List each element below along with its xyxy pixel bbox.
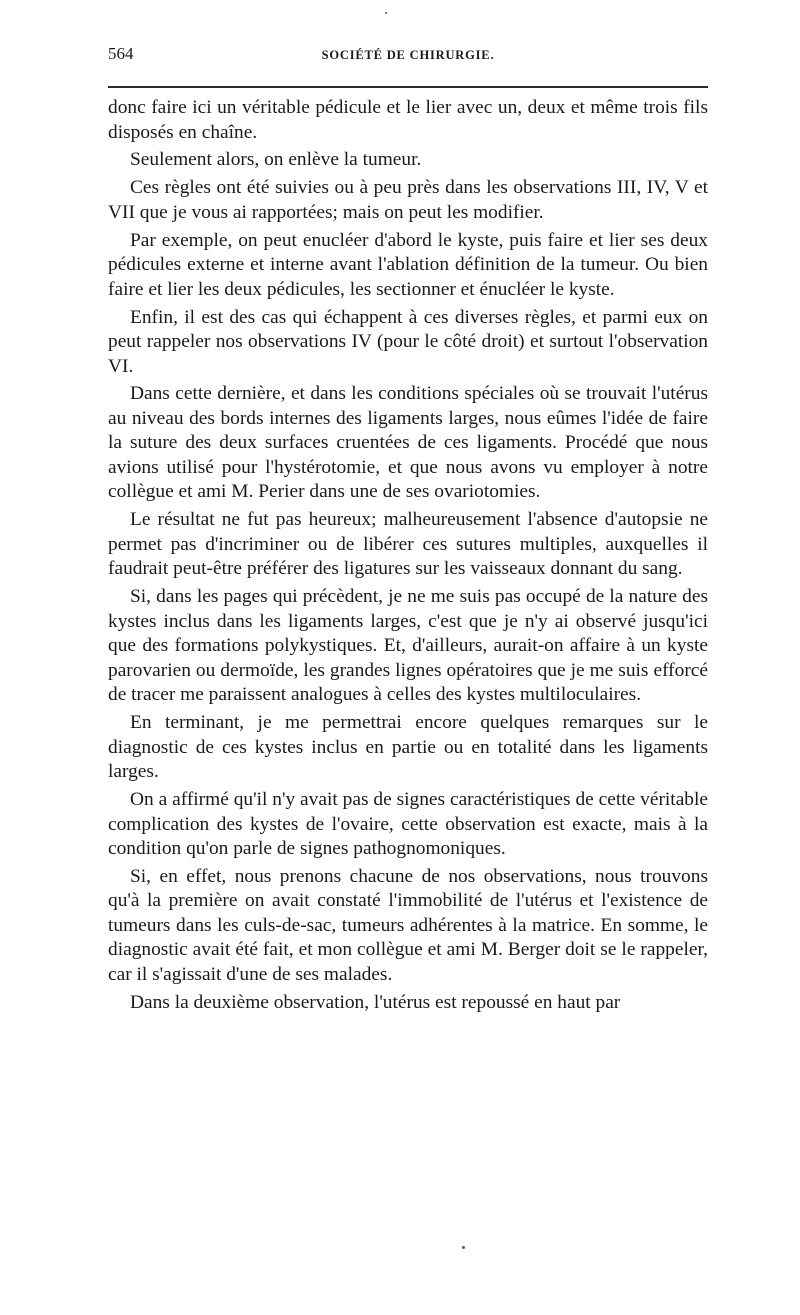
paragraph: Dans cette dernière, et dans les conditions spéciales où se trouvait l'utérus au niveau des bords internes des ligaments larges, nous eûmes l'idée de faire la suture des deux surfaces cruentées de ces ligaments. Procédé que nous avions utilisé pour l'hystérotomie, et que nous avons vu employer à notre collègue et ami M. Perier dans une de ses ovariotomies. bbox=[108, 383, 708, 503]
running-title: SOCIÉTÉ DE CHIRURGIE. bbox=[321, 48, 495, 62]
print-speck bbox=[462, 1246, 465, 1249]
paragraph: Le résultat ne fut pas heureux; malheureusement l'absence d'autopsie ne permet pas d'incriminer ou de libérer ces sutures multiples, auxquelles il faudrait peut-être préférer des ligatures sur les vaisseaux donnant du sang. bbox=[108, 509, 708, 580]
paragraph: Seulement alors, on enlève la tumeur. bbox=[130, 149, 422, 171]
page-number: 564 bbox=[108, 44, 134, 63]
paragraph: Par exemple, on peut enucléer d'abord le kyste, puis faire et lier ses deux pédicules externe et interne avant l'ablation définition de la tumeur. Ou bien faire et lier les deux pédicules, les sectionner et énucléer le kyste. bbox=[108, 229, 708, 300]
paragraph: Si, en effet, nous prenons chacune de nos observations, nous trouvons qu'à la première on avait constaté l'immobilité de l'utérus et l'existence de tumeurs dans les culs-de-sac, tumeurs adhérentes à la matrice. En somme, le diagnostic avait été fait, et mon collègue et ami M. Berger doit se le rappeler, car il s'agissait d'une de ses malades. bbox=[108, 865, 708, 985]
header-rule bbox=[108, 86, 708, 88]
paragraph: Ces règles ont été suivies ou à peu près dans les observations III, IV, V et VII que je vous ai rapportées; mais on peut les modifier. bbox=[108, 177, 708, 223]
body-text bbox=[108, 96, 708, 1019]
paragraph: Enfin, il est des cas qui échappent à ces diverses règles, et parmi eux on peut rappeler nos observations IV (pour le côté droit) et surtout l'observation VI. bbox=[108, 306, 708, 377]
paragraph: On a affirmé qu'il n'y avait pas de signes caractéristiques de cette véritable complication des kystes de l'ovaire, cette observation est exacte, mais à la condition qu'on parle de signes pathognomoniques. bbox=[108, 789, 708, 860]
page-header bbox=[108, 44, 708, 68]
paragraph: Si, dans les pages qui précèdent, je ne me suis pas occupé de la nature des kystes inclus dans les ligaments larges, c'est que je n'y ai observé jusqu'ici que des formations polykystiques. Et, d'ailleurs, aurait-on affaire à un kyste parovarien ou dermoïde, les grandes lignes opératoires que je me suis efforcé de tracer me paraissent analogues à celles des kystes multiloculaires. bbox=[108, 586, 708, 706]
print-speck bbox=[385, 12, 387, 14]
paragraph-continued: donc faire ici un véritable pédicule et le lier avec un, deux et même trois fils disposés en chaîne. bbox=[108, 97, 708, 143]
paragraph: Dans la deuxième observation, l'utérus est repoussé en haut par bbox=[130, 991, 621, 1013]
paragraph: En terminant, je me permettrai encore quelques remarques sur le diagnostic de ces kystes inclus en partie ou en totalité dans les ligaments larges. bbox=[108, 712, 708, 783]
